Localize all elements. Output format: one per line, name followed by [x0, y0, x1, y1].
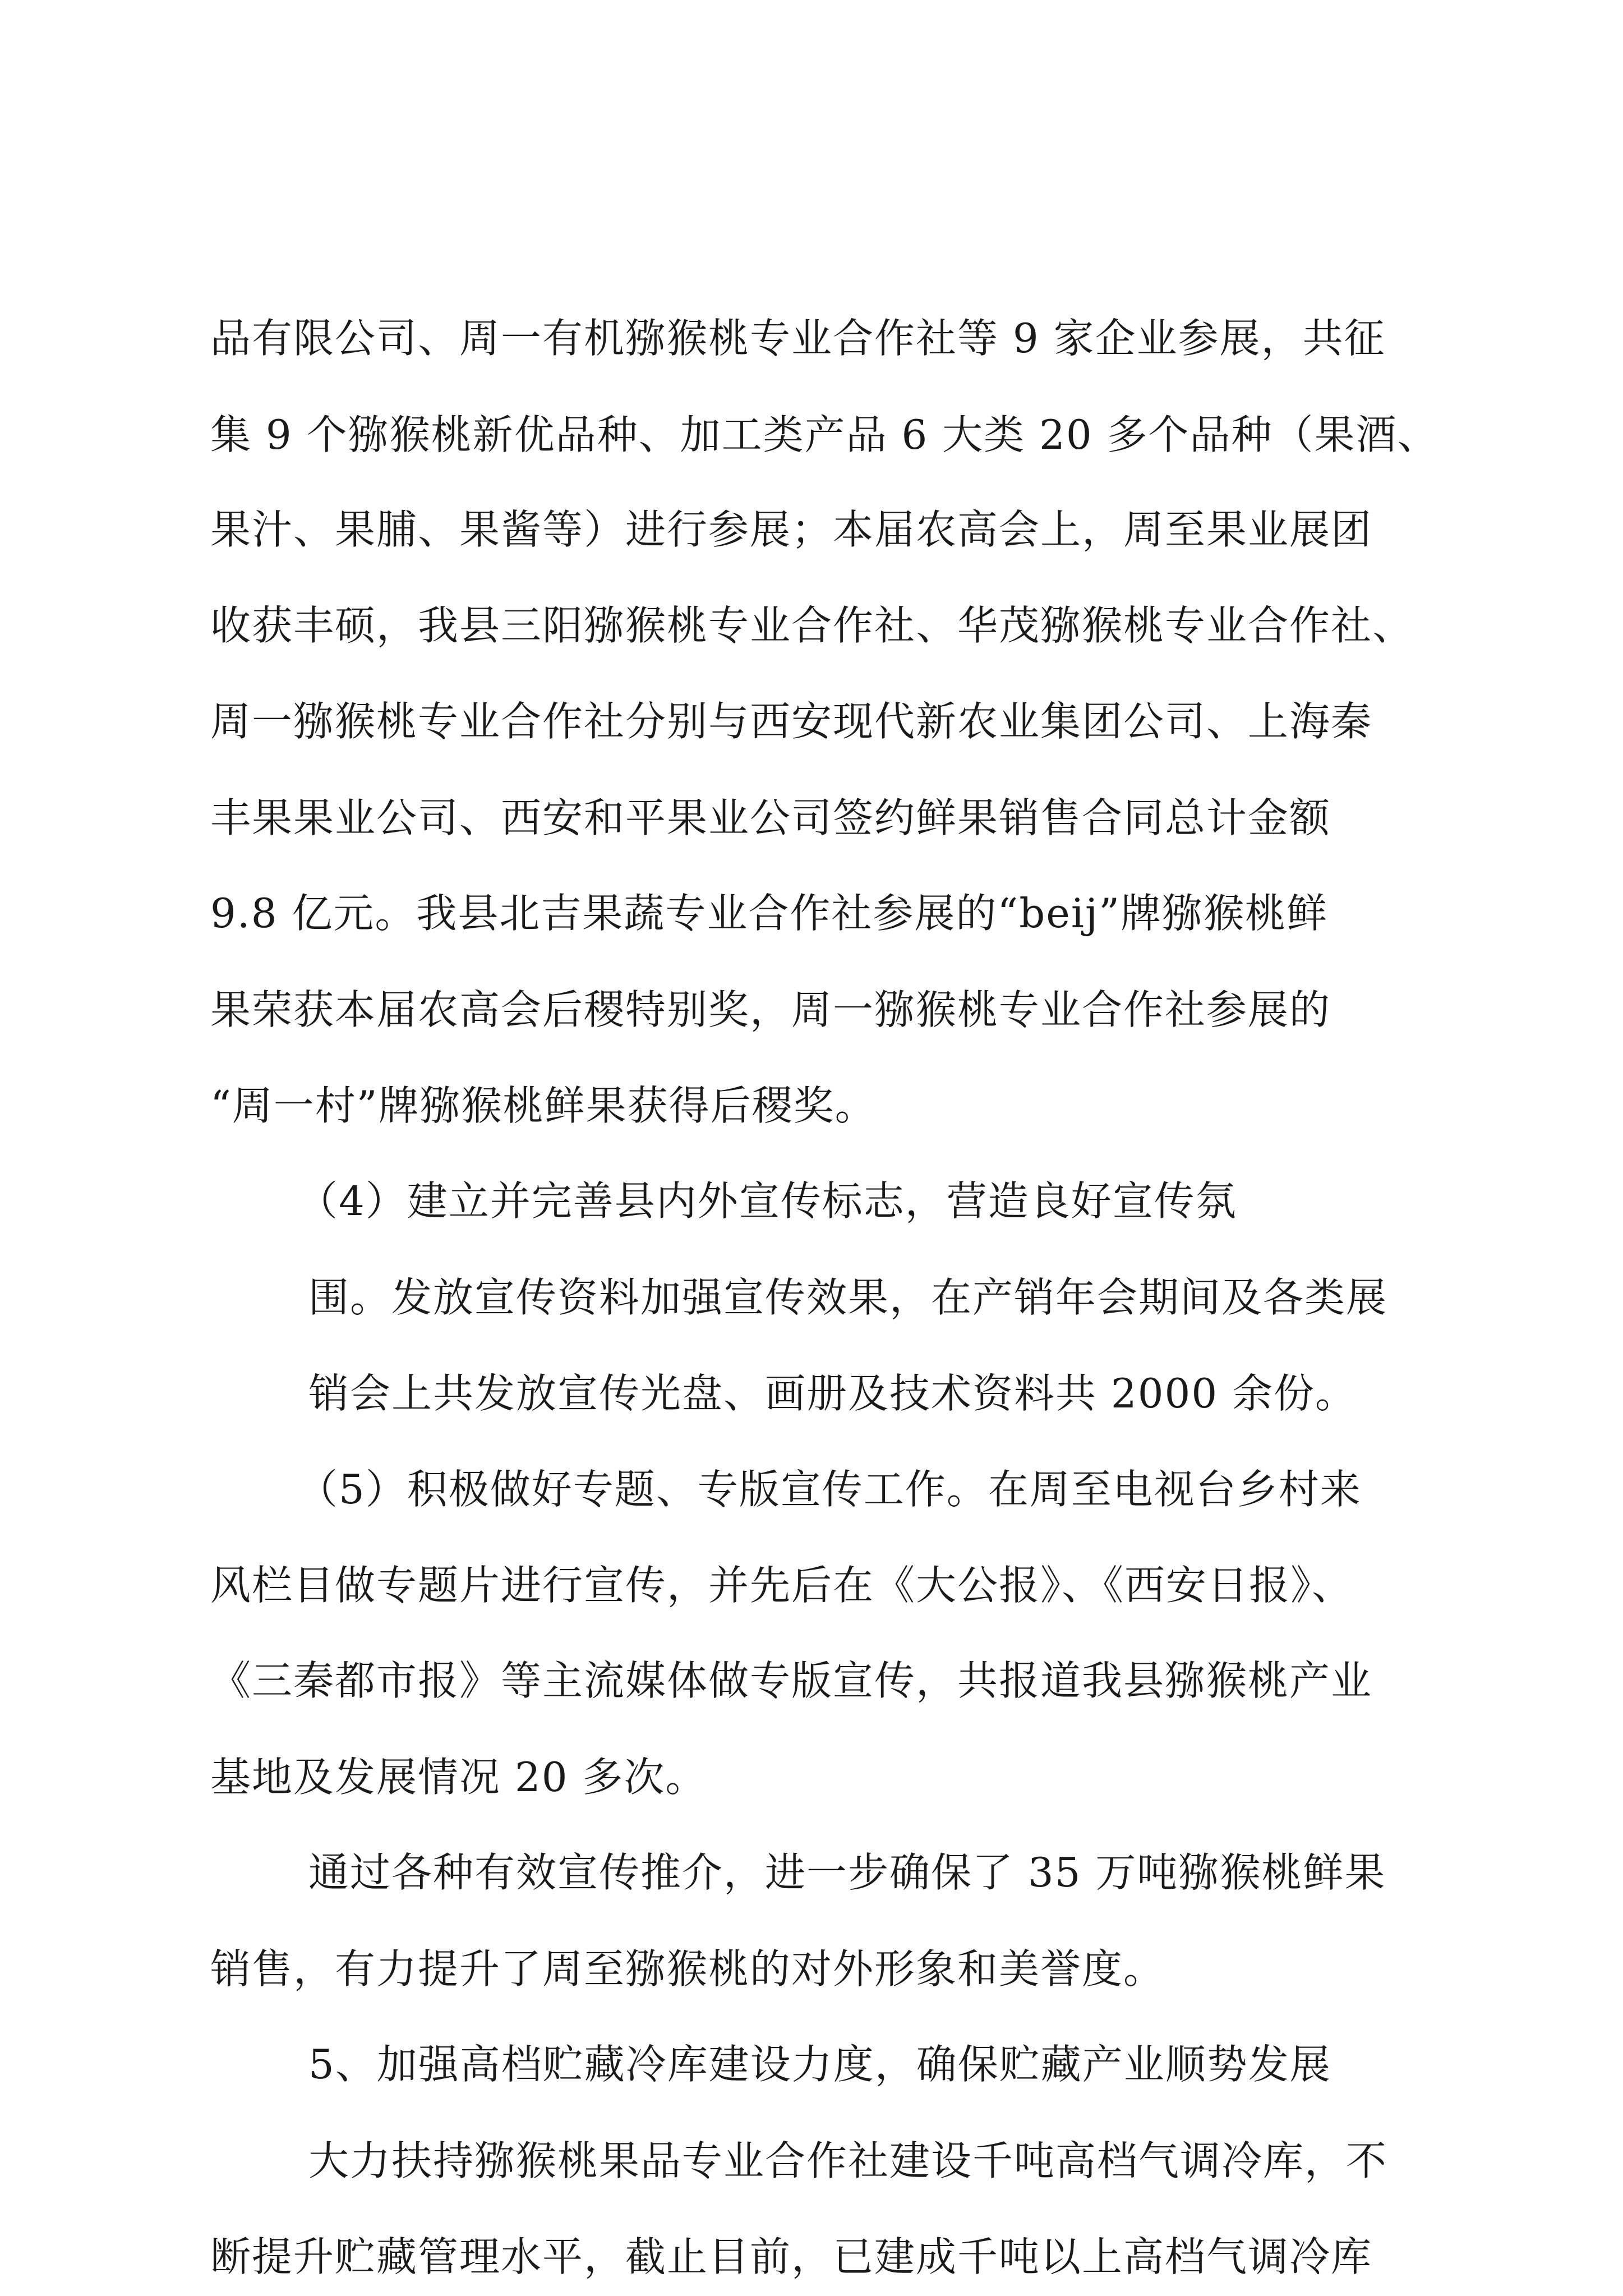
text-line-11: 围。发放宣传资料加强宣传效果，在产销年会期间及各类展	[308, 1274, 1388, 1321]
text-line-2: 集 9 个猕猴桃新优品种、加工类产品 6 大类 20 多个品种（果酒、	[210, 411, 1439, 458]
text-line-12: 销会上共发放宣传光盘、画册及技术资料共 2000 余份。	[308, 1370, 1357, 1417]
text-line-18: 销售，有力提升了周至猕猴桃的对外形象和美誉度。	[210, 1945, 1165, 1993]
text-line-10: （4）建立并完善县内外宣传标志，营造良好宣传氛	[297, 1177, 1237, 1225]
text-line-20: 大力扶持猕猴桃果品专业合作社建设千吨高档气调冷库，不	[308, 2137, 1388, 2184]
text-line-13: （5）积极做好专题、专版宣传工作。在周至电视台乡村来	[297, 1466, 1362, 1513]
text-line-8: 果荣获本届农高会后稷特别奖，周一猕猴桃专业合作社参展的	[210, 986, 1331, 1033]
text-line-19: 5、加强高档贮藏冷库建设力度，确保贮藏产业顺势发展	[308, 2041, 1331, 2088]
text-line-5: 周一猕猴桃专业合作社分别与西安现代新农业集团公司、上海秦	[210, 698, 1373, 745]
text-line-9: “周一村”牌猕猴桃鲜果获得后稷奖。	[210, 1082, 877, 1129]
text-line-4: 收获丰硕，我县三阳猕猴桃专业合作社、华茂猕猴桃专业合作社、	[210, 602, 1414, 649]
text-line-17: 通过各种有效宣传推介，进一步确保了 35 万吨猕猴桃鲜果	[308, 1849, 1386, 1896]
text-line-1: 品有限公司、周一有机猕猴桃专业合作社等 9 家企业参展，共征	[210, 315, 1386, 362]
text-line-14: 风栏目做专题片进行宣传，并先后在《大公报》、《西安日报》、	[210, 1562, 1354, 1609]
text-line-7: 9.8 亿元。我县北吉果蔬专业合作社参展的“beij”牌猕猴桃鲜	[210, 890, 1329, 937]
text-line-15: 《三秦都市报》等主流媒体做专版宣传，共报道我县猕猴桃产业	[210, 1657, 1373, 1704]
text-line-16: 基地及发展情况 20 多次。	[210, 1754, 707, 1801]
text-line-21: 断提升贮藏管理水平，截止目前，已建成千吨以上高档气调冷库	[210, 2233, 1373, 2280]
text-line-3: 果汁、果脯、果酱等）进行参展；本届农高会上，周至果业展团	[210, 506, 1373, 553]
text-line-6: 丰果果业公司、西安和平果业公司签约鲜果销售合同总计金额	[210, 794, 1331, 841]
